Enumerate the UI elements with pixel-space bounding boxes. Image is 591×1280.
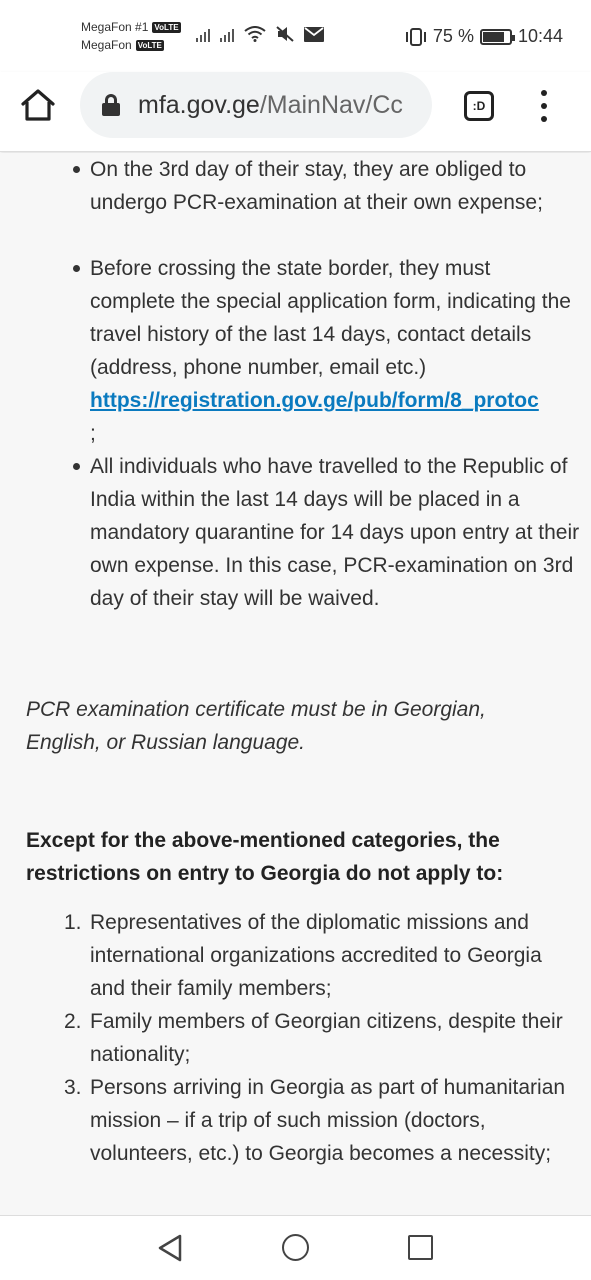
- wifi-icon: [244, 26, 266, 42]
- section-heading: Except for the above-mentioned categories, the restrictions on entry to Georgia do not apply to:: [26, 829, 504, 885]
- lock-icon: [102, 94, 120, 116]
- clock: 10:44: [517, 26, 563, 46]
- nav-home-icon[interactable]: [282, 1234, 309, 1261]
- vibrate-icon: [405, 28, 427, 46]
- bullet-text: All individuals who have travelled to the Republic of India within the last 14 days will be placed in a mandatory quarantine for 14 days upon entry at their own expense. In this case, PCR-examination on 3rd day of their stay will be waived.: [90, 455, 580, 610]
- status-right: [405, 26, 563, 47]
- url-path: /MainNav/Cc: [259, 90, 403, 119]
- browser-toolbar: [0, 72, 591, 152]
- menu-dot: [541, 103, 547, 109]
- list-number: 3.: [64, 1076, 82, 1099]
- mute-icon: [276, 26, 294, 42]
- status-bar: [0, 0, 591, 72]
- list-item: [64, 1005, 570, 1071]
- url-host: mfa.gov.ge: [138, 90, 260, 119]
- menu-dot: [541, 90, 547, 96]
- bullet-suffix: ;: [90, 422, 96, 445]
- page-content: [0, 153, 591, 1215]
- mail-icon: [304, 27, 324, 42]
- signal-icon: [220, 26, 234, 42]
- carrier-info: [81, 18, 181, 54]
- back-icon[interactable]: [157, 1234, 183, 1262]
- registration-link[interactable]: https://registration.gov.ge/pub/form/8_protoc: [90, 389, 539, 412]
- list-number: 1.: [64, 911, 82, 934]
- list-item: [64, 906, 570, 1005]
- url-text[interactable]: [138, 91, 403, 120]
- battery-level: [483, 32, 504, 42]
- home-icon: [20, 88, 56, 122]
- list-item: [64, 1071, 570, 1170]
- list-text: Family members of Georgian citizens, despite their nationality;: [90, 1010, 563, 1066]
- bullet-item: [90, 252, 580, 450]
- bullet-text: Before crossing the state border, they must complete the special application form, indicating the travel history of the last 14 days, contact details (address, phone number, email etc.): [90, 257, 571, 379]
- system-nav-bar: [0, 1215, 591, 1280]
- bullet-text: On the 3rd day of their stay, they are obliged to undergo PCR-examination at their own expense;: [90, 158, 543, 214]
- tab-switcher-button[interactable]: :D: [464, 91, 494, 121]
- signal-icon: [196, 26, 210, 42]
- certificate-note: PCR examination certificate must be in Georgian, English, or Russian language.: [26, 698, 486, 754]
- bullet-item: [90, 153, 580, 219]
- list-text: Representatives of the diplomatic missions and international organizations accredited to Georgia and their family members;: [90, 911, 542, 1000]
- bullet-item: [90, 450, 580, 615]
- volte-badge: VoLTE: [137, 40, 162, 50]
- volte-badge: VoLTE: [154, 22, 179, 32]
- signal-icons: [196, 26, 324, 42]
- carrier-2: MegaFon: [81, 38, 132, 52]
- battery-icon: [480, 29, 512, 45]
- more-menu-button[interactable]: [536, 90, 552, 122]
- list-text: Persons arriving in Georgia as part of humanitarian mission – if a trip of such mission (doctors, volunteers, etc.) to Georgia becomes a necessity;: [90, 1076, 566, 1165]
- home-button[interactable]: [20, 88, 60, 128]
- battery-percent: 75 %: [432, 26, 474, 46]
- recent-apps-icon[interactable]: [408, 1235, 433, 1260]
- list-number: 2.: [64, 1010, 82, 1033]
- address-bar[interactable]: [80, 72, 432, 138]
- carrier-1: MegaFon #1: [81, 20, 149, 34]
- menu-dot: [541, 116, 547, 122]
